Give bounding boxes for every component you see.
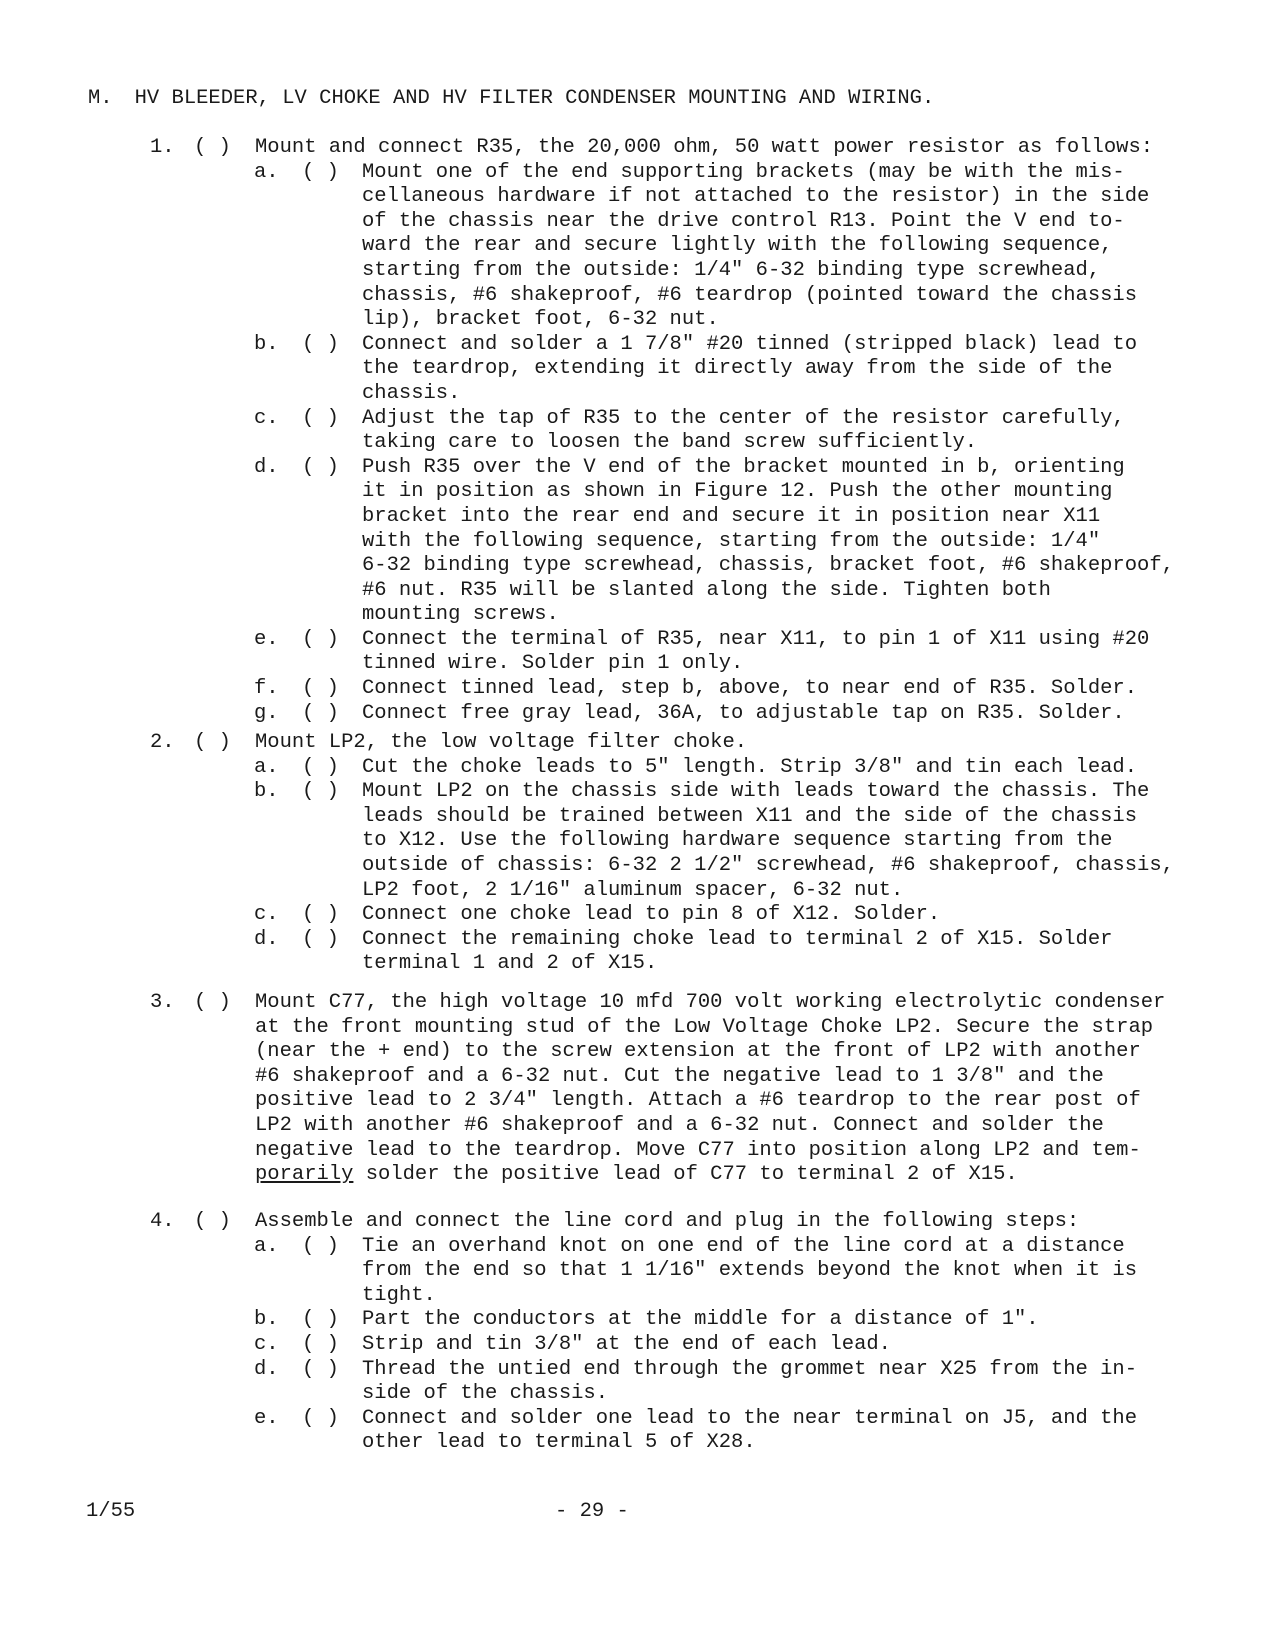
step-checkbox: ( ) [194, 991, 231, 1014]
substep-1b [150, 333, 1240, 407]
substep-text [362, 1407, 1240, 1456]
substep-checkbox: ( ) [302, 627, 339, 651]
substep-letter: c. [254, 903, 279, 927]
substep-text [362, 333, 1240, 407]
text-line: chassis. [362, 381, 461, 405]
text-line: bracket into the rear end and secure it in position near X11 [362, 504, 1101, 528]
text-line: starting from the outside: 1/4" 6-32 binding type screwhead, [362, 258, 1101, 282]
text-line: (near the + end) to the screw extension at the front of LP2 with another [255, 1040, 1141, 1064]
text-line: Connect tinned lead, step b, above, to near end of R35. Solder. [362, 677, 1138, 701]
substep-1f [150, 677, 1240, 702]
text-line: at the front mounting stud of the Low Voltage Choke LP2. Secure the strap [255, 1015, 1154, 1039]
text-line: positive lead to 2 3/4" length. Attach a #6 teardrop to the rear post of [255, 1089, 1141, 1113]
step-checkbox: ( ) [194, 136, 231, 159]
section-letter: M. [88, 87, 113, 110]
substep-letter: b. [254, 780, 279, 804]
substep-letter: f. [254, 677, 279, 701]
text-line: negative lead to the teardrop. Move C77 into position along LP2 and tem- [255, 1138, 1141, 1162]
text-line: Push R35 over the V end of the bracket mounted in b, orienting [362, 455, 1125, 479]
step-intro: Mount and connect R35, the 20,000 ohm, 50 watt power resistor as follows: [255, 136, 1154, 159]
text-line: Connect the remaining choke lead to terminal 2 of X15. Solder [362, 927, 1113, 951]
step-checkbox: ( ) [194, 1210, 231, 1233]
substep-letter: b. [254, 1308, 279, 1332]
text-line: terminal 1 and 2 of X15. [362, 952, 658, 976]
step-checkbox: ( ) [194, 731, 231, 754]
substep-checkbox: ( ) [302, 1406, 339, 1430]
substep-checkbox: ( ) [302, 455, 339, 479]
substep-text [362, 1333, 1240, 1358]
substep-letter: c. [254, 1332, 279, 1356]
underlined-word: porarily [255, 1163, 354, 1187]
step-number: 1. [150, 136, 175, 159]
footer-date: 1/55 [86, 1500, 136, 1523]
substep-letter: g. [254, 701, 279, 725]
text-line: mounting screws. [362, 603, 559, 627]
text-line: #6 shakeproof and a 6-32 nut. Cut the negative lead to 1 3/8" and the [255, 1064, 1104, 1088]
substep-text [362, 456, 1240, 628]
text-line: Connect free gray lead, 36A, to adjustable tap on R35. Solder. [362, 701, 1125, 725]
substep-4d [150, 1358, 1240, 1407]
substep-4e [150, 1407, 1240, 1456]
text-line: Adjust the tap of R35 to the center of the resistor carefully, [362, 406, 1125, 430]
substep-checkbox: ( ) [302, 406, 339, 430]
step-number: 4. [150, 1210, 175, 1233]
substep-2b [150, 780, 1240, 903]
text-line: tight. [362, 1283, 436, 1307]
text-line: Part the conductors at the middle for a distance of 1". [362, 1308, 1039, 1332]
substep-letter: c. [254, 406, 279, 430]
text-line: Mount C77, the high voltage 10 mfd 700 volt working electrolytic condenser [255, 991, 1166, 1014]
text-line: with the following sequence, starting from the outside: 1/4" [362, 529, 1101, 553]
substep-text [362, 780, 1240, 903]
text-line: of the chassis near the drive control R13. Point the V end to- [362, 209, 1125, 233]
substep-1a [150, 161, 1240, 333]
substep-letter: d. [254, 1357, 279, 1381]
substep-2d [150, 928, 1240, 977]
text-line: lip), bracket foot, 6-32 nut. [362, 308, 719, 332]
step-1 [150, 136, 1240, 726]
text-line: taking care to loosen the band screw sufficiently. [362, 431, 978, 455]
text-line: Cut the choke leads to 5" length. Strip 3/8" and tin each lead. [362, 755, 1138, 779]
substep-text [362, 677, 1240, 702]
text-line: 6-32 binding type screwhead, chassis, bracket foot, #6 shakeproof, [362, 554, 1174, 578]
substep-text [362, 1235, 1240, 1309]
substep-4c [150, 1333, 1240, 1358]
text-line: Mount LP2 on the chassis side with leads toward the chassis. The [362, 780, 1150, 804]
substep-checkbox: ( ) [302, 332, 339, 356]
substep-checkbox: ( ) [302, 677, 339, 701]
section-heading [88, 87, 934, 112]
substep-text [362, 702, 1240, 727]
text-line: outside of chassis: 6-32 2 1/2" screwhead, #6 shakeproof, chassis, [362, 853, 1174, 877]
substep-1c [150, 407, 1240, 456]
substep-checkbox: ( ) [302, 1308, 339, 1332]
step-number: 3. [150, 991, 175, 1014]
substep-letter: d. [254, 927, 279, 951]
section-title: HV BLEEDER, LV CHOKE AND HV FILTER CONDENSER MOUNTING AND WIRING. [134, 87, 935, 110]
substep-letter: a. [254, 755, 279, 779]
text-line: to X12. Use the following hardware sequence starting from the [362, 829, 1113, 853]
text-line: leads should be trained between X11 and the side of the chassis [362, 804, 1138, 828]
substep-text [362, 407, 1240, 456]
substep-checkbox: ( ) [302, 1332, 339, 1356]
text-line [255, 1163, 1240, 1188]
substep-text [362, 928, 1240, 977]
text-line: Connect and solder one lead to the near terminal on J5, and the [362, 1406, 1138, 1430]
text-line: Connect one choke lead to pin 8 of X12. Solder. [362, 903, 941, 927]
text-line: side of the chassis. [362, 1382, 609, 1406]
substep-text [362, 628, 1240, 677]
text-line: tinned wire. Solder pin 1 only. [362, 652, 744, 676]
substep-checkbox: ( ) [302, 1357, 339, 1381]
substep-2c [150, 903, 1240, 928]
text-line: other lead to terminal 5 of X28. [362, 1431, 756, 1455]
substep-checkbox: ( ) [302, 755, 339, 779]
substep-2a [150, 756, 1240, 781]
text-line: Thread the untied end through the grommet near X25 from the in- [362, 1357, 1138, 1381]
text-line: Strip and tin 3/8" at the end of each lead. [362, 1332, 891, 1356]
substep-letter: e. [254, 1406, 279, 1430]
text-line: Tie an overhand knot on one end of the line cord at a distance [362, 1234, 1125, 1258]
text-line: LP2 with another #6 shakeproof and a 6-32 nut. Connect and solder the [255, 1113, 1104, 1137]
substep-1g [150, 702, 1240, 727]
text-line: ward the rear and secure lightly with the following sequence, [362, 234, 1113, 258]
substep-letter: e. [254, 627, 279, 651]
substep-1e [150, 628, 1240, 677]
text-fragment: solder the positive lead of C77 to terminal 2 of X15. [353, 1163, 1018, 1187]
substep-letter: a. [254, 160, 279, 184]
substep-text [362, 756, 1240, 781]
step-2 [150, 731, 1240, 977]
step-text [255, 991, 1240, 1188]
text-line: Mount one of the end supporting brackets (may be with the mis- [362, 160, 1125, 184]
text-line: Connect and solder a 1 7/8" #20 tinned (stripped black) lead to [362, 332, 1138, 356]
substep-1d [150, 456, 1240, 628]
substep-checkbox: ( ) [302, 903, 339, 927]
text-line: cellaneous hardware if not attached to the resistor) in the side [362, 185, 1150, 209]
text-line: from the end so that 1 1/16" extends beyond the knot when it is [362, 1259, 1138, 1283]
substep-checkbox: ( ) [302, 1234, 339, 1258]
text-line: chassis, #6 shakeproof, #6 teardrop (pointed toward the chassis [362, 283, 1138, 307]
substep-letter: d. [254, 455, 279, 479]
substep-4b [150, 1308, 1240, 1333]
page-number: - 29 - [555, 1500, 629, 1523]
text-line: it in position as shown in Figure 12. Push the other mounting [362, 480, 1113, 504]
step-intro: Mount LP2, the low voltage filter choke. [255, 731, 748, 754]
substep-letter: a. [254, 1234, 279, 1258]
substep-4a [150, 1235, 1240, 1309]
substep-letter: b. [254, 332, 279, 356]
substep-checkbox: ( ) [302, 927, 339, 951]
substep-checkbox: ( ) [302, 780, 339, 804]
substep-text [362, 1308, 1240, 1333]
step-number: 2. [150, 731, 175, 754]
text-line: Connect the terminal of R35, near X11, to pin 1 of X11 using #20 [362, 627, 1150, 651]
step-4 [150, 1210, 1240, 1456]
text-line: #6 nut. R35 will be slanted along the side. Tighten both [362, 578, 1051, 602]
text-line: the teardrop, extending it directly away from the side of the [362, 357, 1113, 381]
step-intro: Assemble and connect the line cord and plug in the following steps: [255, 1210, 1080, 1233]
step-3 [150, 991, 1240, 1188]
substep-checkbox: ( ) [302, 701, 339, 725]
substep-text [362, 161, 1240, 333]
substep-text [362, 1358, 1240, 1407]
text-line: LP2 foot, 2 1/16" aluminum spacer, 6-32 nut. [362, 878, 904, 902]
substep-checkbox: ( ) [302, 160, 339, 184]
substep-text [362, 903, 1240, 928]
